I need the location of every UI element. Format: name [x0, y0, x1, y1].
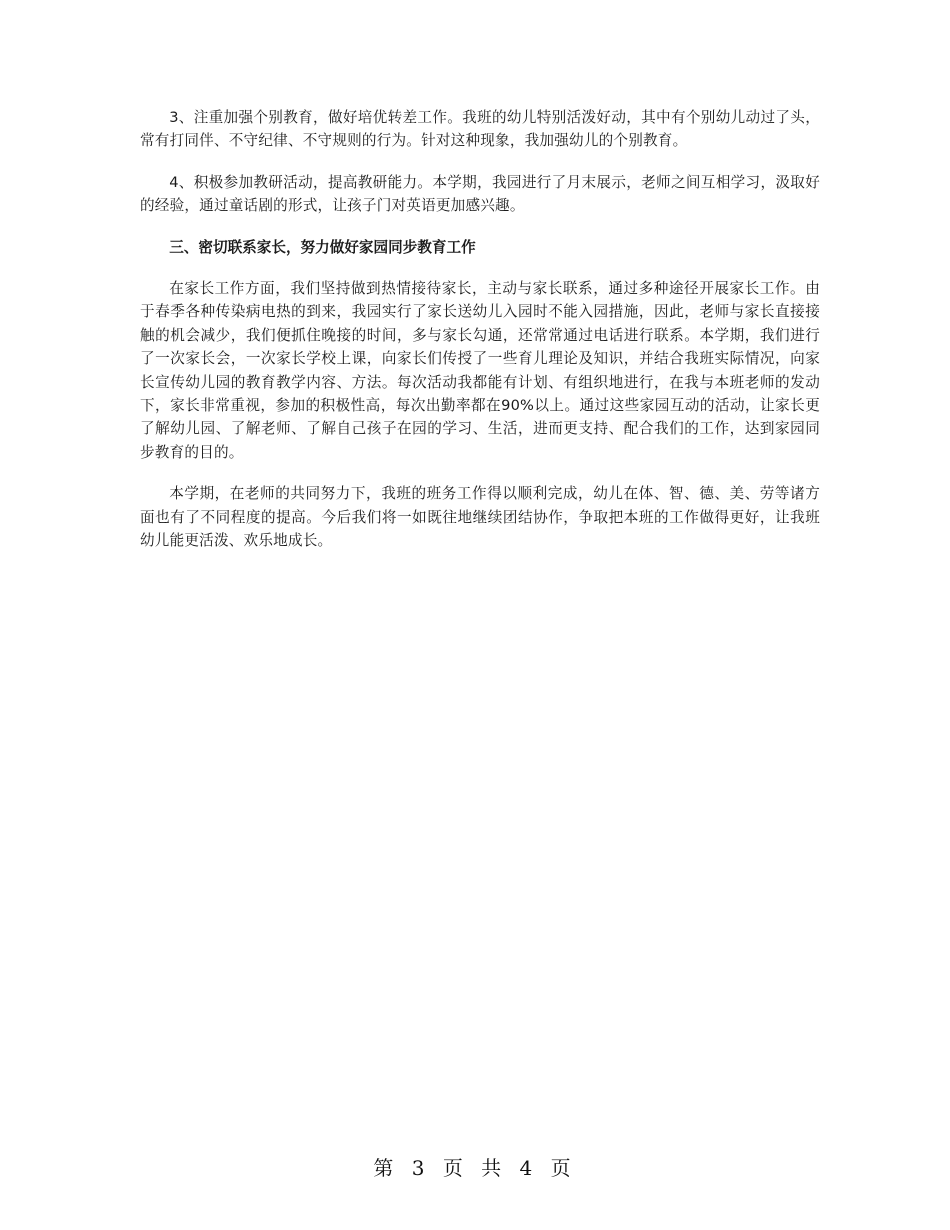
page-number-footer: 第 3 页 共 4 页 [373, 1156, 577, 1180]
paragraph-parent-work: 在家长工作方面，我们坚持做到热情接待家长，主动与家长联系，通过多种途径开展家长工作。由于春季各种传染病电热的到来，我园实行了家长送幼儿入园时不能入园措施，因此，老师与家长直接接触的机会减少，我们便抓住晚接的时间，多与家长勾通，还常常通过电话进行联系。本学期，我们进行了一次家长会，一次家长学校上课，向家长们传授了一些育儿理论及知识，并结合我班实际情况，向家长宣传幼儿园的教育教学内容、方法。每次活动我都能有计划、有组织地进行，在我与本班老师的发动下，家长非常重视，参加的积极性高，每次出勤率都在90%以上。通过这些家园互动的活动，让家长更了解幼儿园、了解老师、了解自己孩子在园的学习、生活，进而更支持、配合我们的工作，达到家园同步教育的目的。 [140, 280, 820, 461]
document-body [140, 106, 820, 571]
paragraph-individual-education: 3、注重加强个别教育，做好培优转差工作。我班的幼儿特别活泼好动，其中有个别幼儿动过了头，常有打同伴、不守纪律、不守规则的行为。针对这种现象，我加强幼儿的个别教育。 [140, 109, 820, 150]
section-heading-parents: 三、密切联系家长，努力做好家园同步教育工作 [169, 238, 476, 256]
paragraph-conclusion: 本学期，在老师的共同努力下，我班的班务工作得以顺利完成，幼儿在体、智、德、美、劳等诸方面也有了不同程度的提高。今后我们将一如既往地继续团结协作，争取把本班的工作做得更好，让我班幼儿能更活泼、欢乐地成长。 [140, 485, 820, 550]
paragraph-teaching-research: 4、积极参加教研活动，提高教研能力。本学期，我园进行了月末展示，老师之间互相学习，汲取好的经验，通过童话剧的形式，让孩子门对英语更加感兴趣。 [140, 173, 820, 215]
